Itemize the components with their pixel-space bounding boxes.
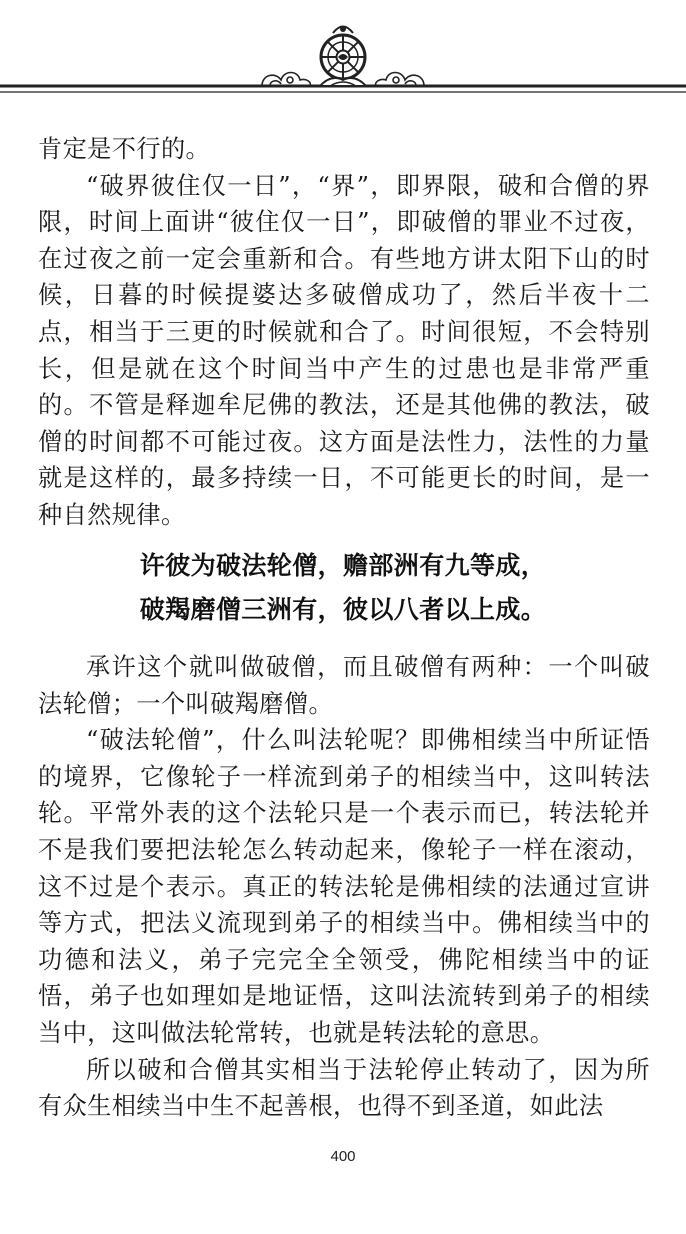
paragraph: “破法轮僧”，什么叫法轮呢？即佛相续当中所证悟的境界，它像轮子一样流到弟子的相续当中，这叫转法轮。平常外表的这个法轮只是一个表示而已，转法轮并不是我们要把法轮怎么转动起来，像轮子一样在滚动，这不过是个表示。真正的转法轮是佛相续的法通过宣讲等方式，把法义流现到弟子的相续当中。佛相续当中的功德和法义，弟子完完全全领受，佛陀相续当中的证悟，弟子也如理如是地证悟，这叫法流转到弟子的相续当中，这叫做法轮常转，也就是转法轮的意思。 (38, 726, 650, 1047)
page-header-ornament (0, 0, 686, 110)
body-text-top (38, 131, 650, 534)
header-svg (0, 0, 686, 110)
cloud-scroll-icon (262, 73, 310, 87)
paragraph: 肯定是不行的。 (38, 135, 211, 163)
paragraph: 所以破和合僧其实相当于法轮停止转动了，因为所有众生相续当中生不起善根，也得不到圣道，如此法 (38, 1055, 650, 1121)
paragraph: 承许这个就叫做破僧，而且破僧有两种：一个叫破法轮僧；一个叫破羯磨僧。 (38, 653, 650, 718)
paragraph: “破界彼住仅一日”，“界”，即界限，破和合僧的界限，时间上面讲“彼住仅一日”，即破僧的罪业不过夜，在过夜之前一定会重新和合。有些地方讲太阳下山的时候，日暮的时候提婆达多破僧成功了，然后半夜十二点，相当于三更的时候就和合了。时间很短，不会特别长，但是就在这个时间当中产生的过患也是非常严重的。不管是释迦牟尼佛的教法，还是其他佛的教法，破僧的时间都不可能过夜。这方面是法性力，法性的力量就是这样的，最多持续一日，不可能更长的时间，是一种自然规律。 (38, 171, 650, 529)
page-number: 400 (330, 1148, 356, 1165)
cloud-scroll-icon (376, 73, 424, 87)
dharma-wheel-icon (320, 26, 366, 86)
verse-line: 许彼为破法轮僧，赡部洲有九等成， (139, 551, 547, 580)
body-text-bottom (38, 649, 650, 1125)
verse-line: 破羯磨僧三洲有，彼以八者以上成。 (139, 595, 547, 624)
verse-block (0, 544, 686, 632)
